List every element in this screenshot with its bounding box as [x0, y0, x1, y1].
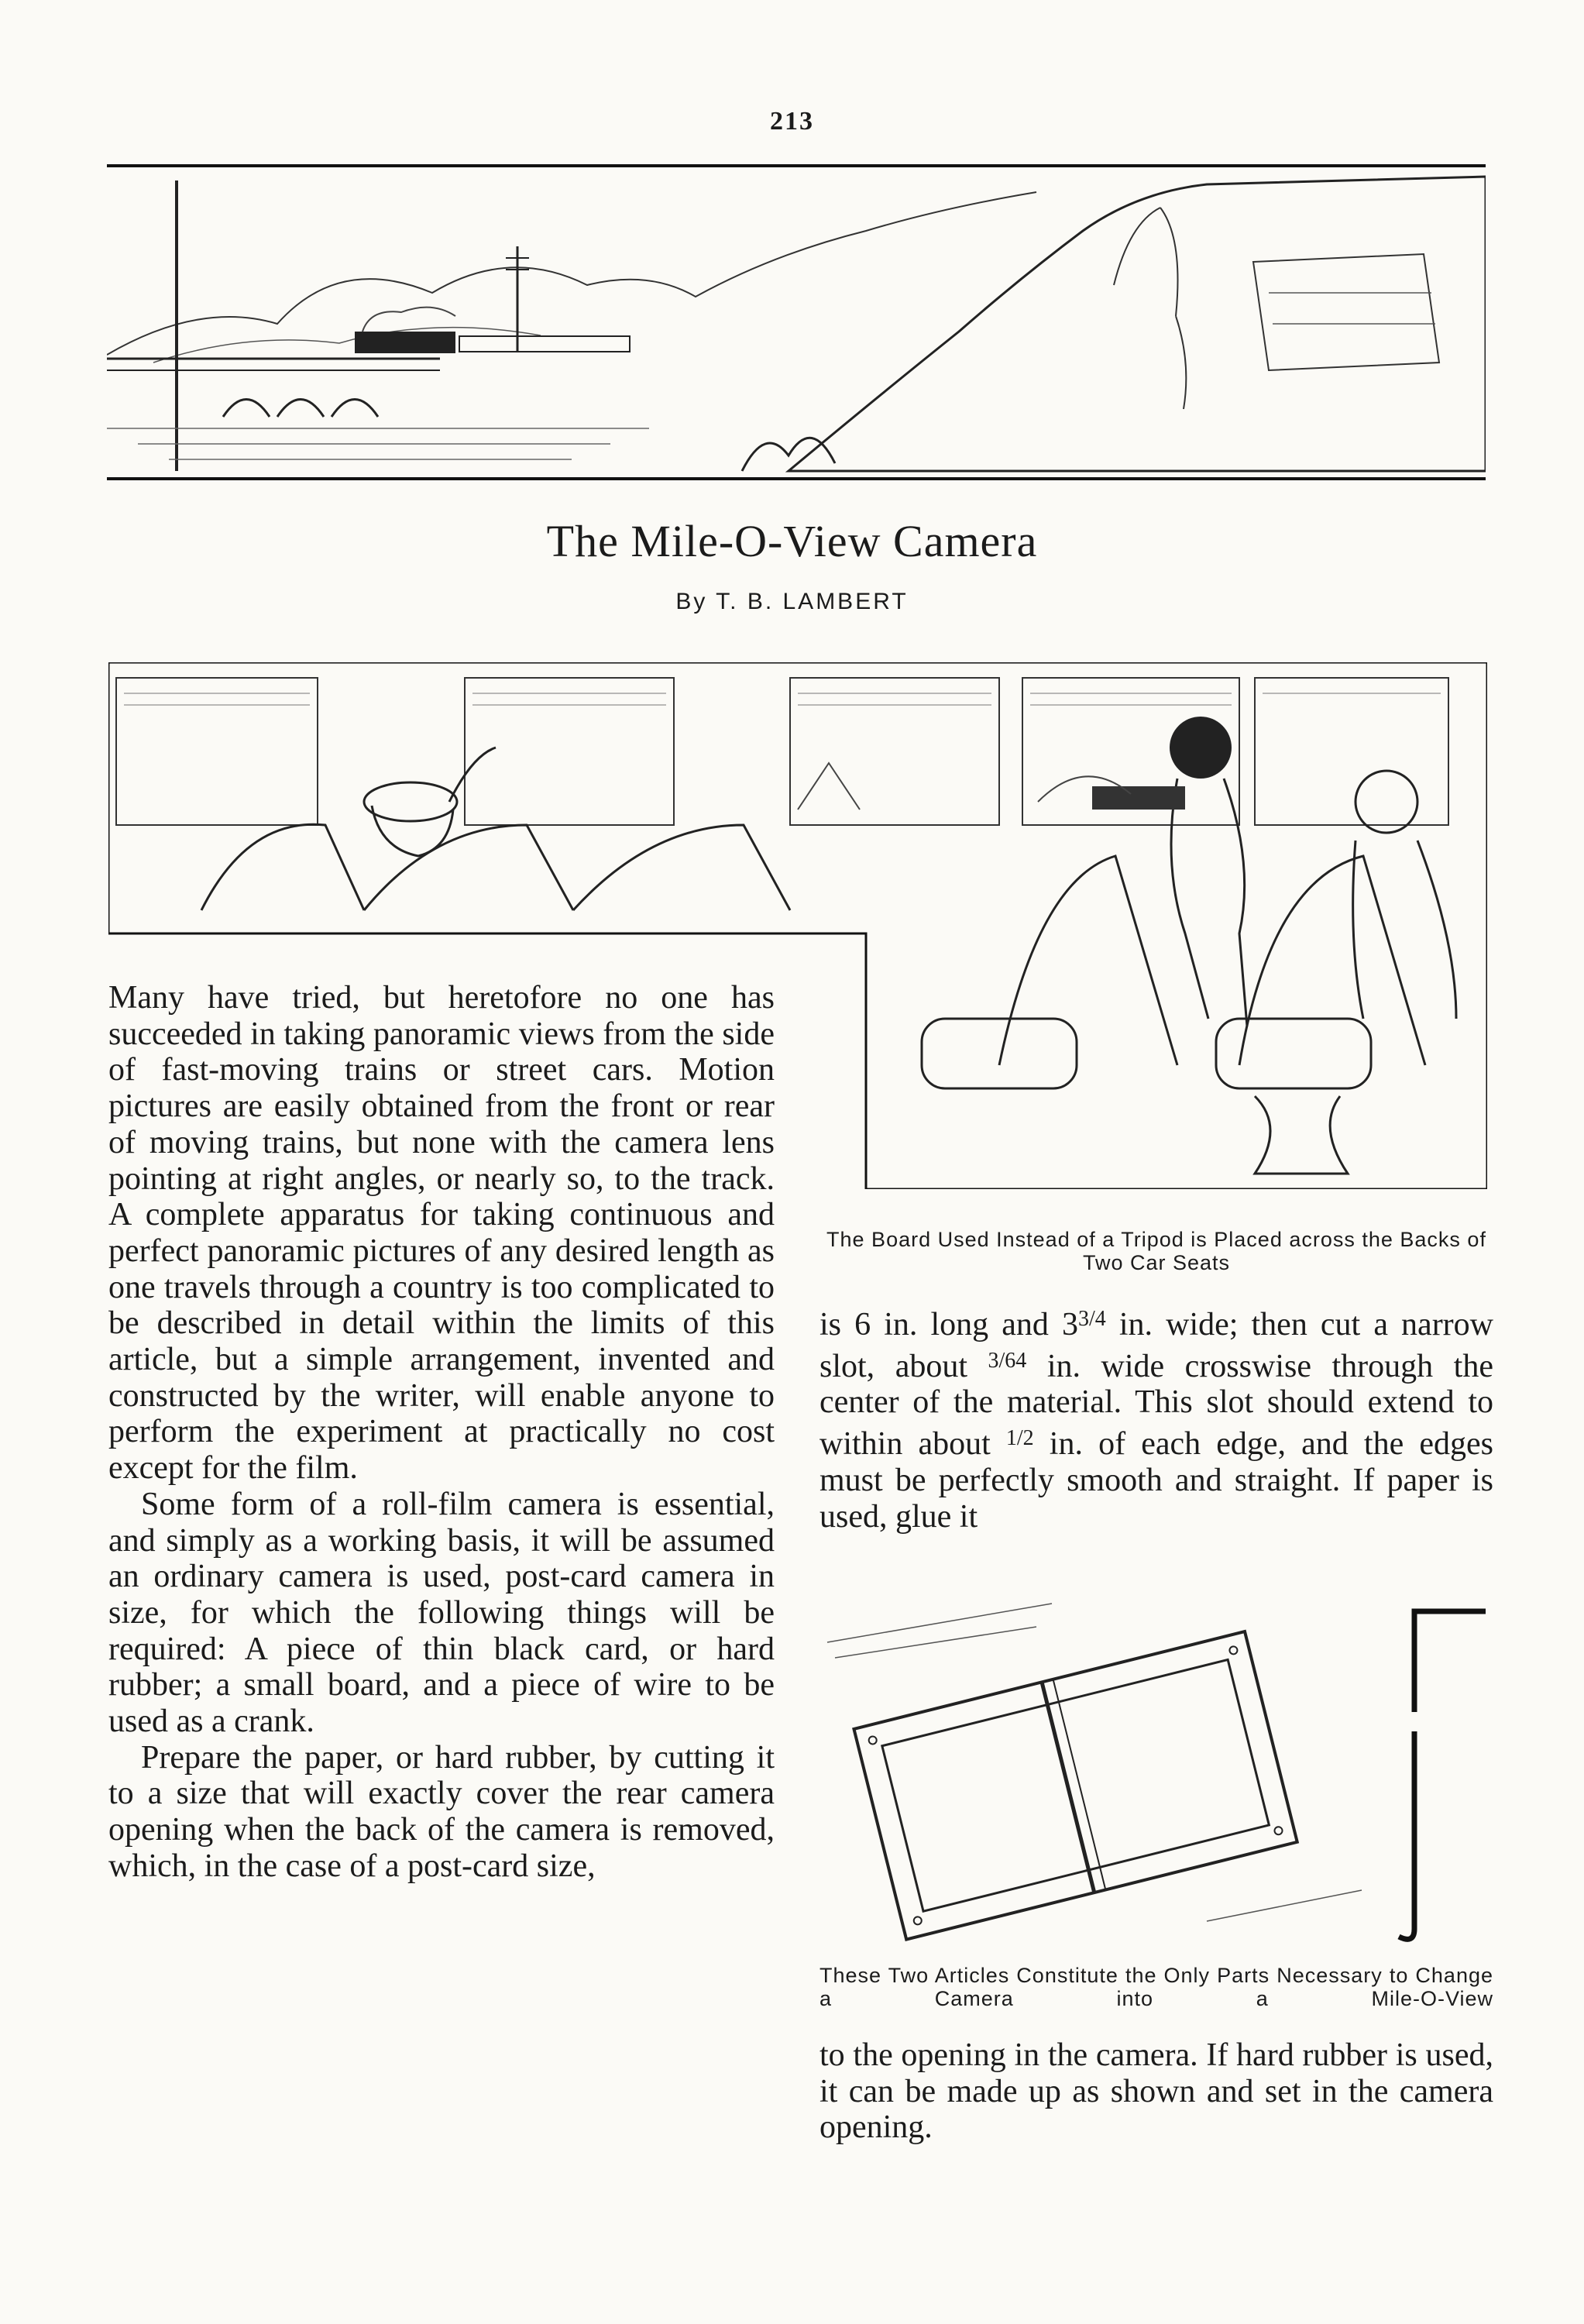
- paragraph: Some form of a roll-film camera is essential, and simply as a working basis, it will be assumed an ordinary camera is used, post-card camera in size, for which the following things will be required: A piece of thin black card, or hard rubber; a small board, and a piece of wire to be used as a crank.: [108, 1486, 775, 1740]
- article-title: The Mile-O-View Camera: [546, 516, 1038, 566]
- caption-parts: These Two Articles Constitute the Only Parts Necessary to Change a Camera into a Mile-O-View: [819, 1964, 1493, 2010]
- paragraph: Prepare the paper, or hard rubber, by cutting it to a size that will exactly cover the rear camera opening when the back of the camera is removed, which, in the case of a post-card size,: [108, 1739, 775, 1884]
- paragraph: is 6 in. long and $3^{3/4}$ in. wide; then cut a narrow slot, about $^{3/64}$ in. wide crosswise through the center of the material. This slot should extend to within about $^{1/2}$ in. of each edge, and the edges must be perfectly smooth and straight. If paper is used, glue it: [819, 1307, 1493, 1535]
- paragraph: to the opening in the camera. If hard rubber is used, it can be made up as shown and set in the camera opening.: [819, 2037, 1493, 2146]
- byline: By T. B. LAMBERT: [675, 589, 909, 614]
- landscape-train-bridge-icon: [107, 161, 1486, 486]
- body-column-right-top: [819, 1301, 1493, 1535]
- page-number: 213: [770, 107, 814, 136]
- paragraph: Many have tried, but heretofore no one has succeeded in taking panoramic views from the side of fast-moving trains or street cars. Motion pictures are easily obtained from the front or rear of moving trains, but none with the camera lens pointing at right angles, or nearly so, to the track. A complete apparatus for taking continuous and perfect panoramic pictures of any desired length as one travels through a country is too complicated to be described in detail within the limits of this article, but a simple arrangement, invented and constructed by the writer, will enable anyone to perform the experiment at practically no cost except for the film.: [108, 980, 775, 1487]
- slotted-board-and-wire-crank-icon: [819, 1596, 1493, 1952]
- body-column-right-bottom: [819, 2037, 1493, 2146]
- body-column-left: [108, 980, 775, 1885]
- caption-board-tripod: The Board Used Instead of a Tripod is Placed across the Backs of Two Car Seats: [826, 1228, 1486, 1274]
